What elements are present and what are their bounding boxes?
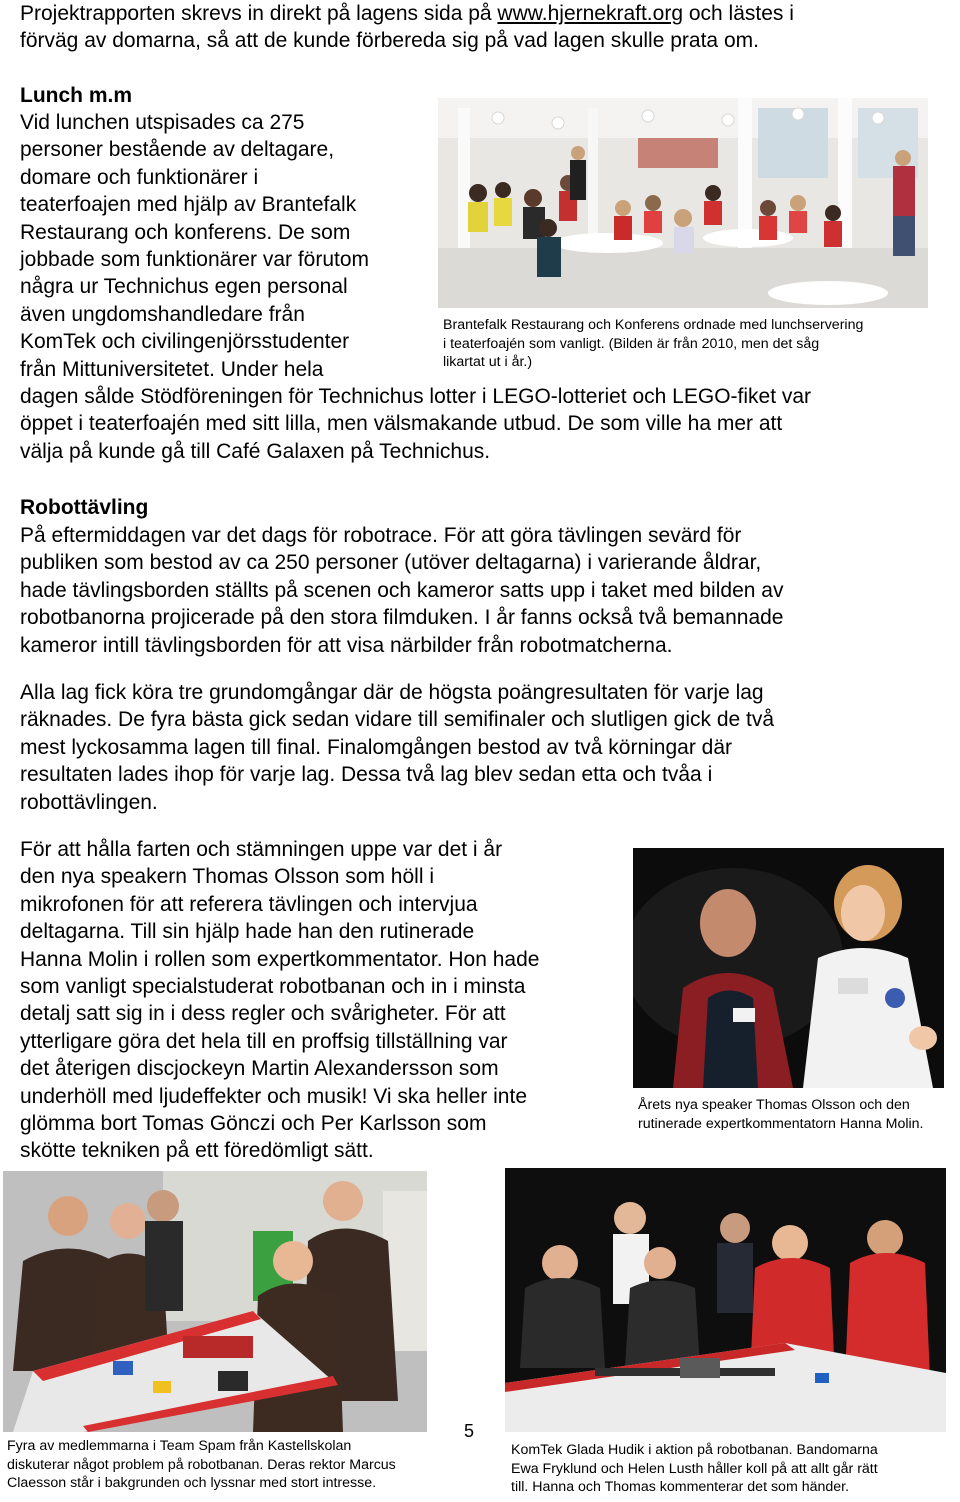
caption-line: Ewa Fryklund och Helen Lusth håller koll på att allt går rätt — [511, 1460, 878, 1477]
hjernekraft-link[interactable]: www.hjernekraft.org — [497, 2, 683, 25]
text-line: den nya speakern Thomas Olsson som höll i — [20, 865, 434, 889]
team-spam-photo-caption — [7, 1437, 396, 1493]
text-line: Restaurang och konferens. De som — [20, 220, 351, 244]
text-line: hade tävlingsborden ställts på scenen och kameror satts upp i taket med bilden av — [20, 578, 784, 602]
text-line: personer bestående av deltagare, — [20, 138, 335, 162]
intro-paragraph — [20, 0, 794, 55]
restaurant-photo — [438, 98, 928, 308]
text-line: På eftermiddagen var det dags för robotrace. För att göra tävlingen sevärd för — [20, 524, 742, 547]
text-line: publiken som bestod av ca 250 personer (utöver deltagarna) i varierande åldrar, — [20, 551, 762, 575]
text-line: Alla lag fick köra tre grundomgångar där de högsta poängresultaten för varje lag — [20, 681, 764, 704]
text-line: detalj satt sig in i dess regler och svårigheter. För att — [20, 1002, 506, 1026]
komtek-photo — [505, 1168, 946, 1432]
text-line: För att hålla farten och stämningen uppe var det i år — [20, 838, 503, 861]
lunch-paragraph-narrow — [20, 109, 369, 383]
intro-line-2: förväg av domarna, så att de kunde förbereda sig på vad lagen skulle prata om. — [20, 29, 759, 53]
text-line: räknades. De fyra bästa gick sedan vidare till semifinaler och slutligen gick de två — [20, 708, 775, 732]
text-line: från Mittuniversitetet. Under hela — [20, 357, 324, 381]
text-line: några ur Technichus egen personal — [20, 275, 348, 299]
text-line: KomTek och civilingenjörsstudenter — [20, 330, 350, 354]
speaker-photo-caption — [638, 1096, 923, 1130]
lunch-heading: Lunch m.m — [20, 84, 133, 107]
text-line: ytterligare göra det hela till en proffsig tillställning var — [20, 1029, 508, 1053]
caption-line: Fyra av medlemmarna i Team Spam från Kastellskolan — [7, 1438, 352, 1454]
text-line: robotbanorna projicerade på den stora filmduken. I år fanns också två bemannade — [20, 606, 784, 630]
robot-paragraph-3 — [20, 836, 539, 1165]
text-line: Hanna Molin i rollen som expertkommentator. Hon hade — [20, 947, 540, 971]
robot-heading: Robottävling — [20, 496, 149, 519]
robot-paragraph-1 — [20, 522, 783, 659]
text-line: Vid lunchen utspisades ca 275 — [20, 111, 305, 134]
text-line: glömma bort Tomas Gönczi och Per Karlsson som — [20, 1112, 487, 1136]
text-line: kameror intill tävlingsborden för att visa närbilder från robotmatcherna. — [20, 633, 673, 657]
page-number: 5 — [464, 1421, 475, 1441]
speaker-photo — [633, 848, 944, 1088]
team-spam-photo — [3, 1171, 427, 1432]
text-line: det återigen discjockeyn Martin Alexandersson som — [20, 1057, 499, 1081]
text-line: mest lyckosamma lagen till final. Finalomgången bestod av två körningar där — [20, 735, 733, 759]
text-line: domare och funktionärer i — [20, 165, 259, 189]
text-line: dagen sålde Stödföreningen för Technichus lotter i LEGO-lotteriet och LEGO-fiket var — [20, 385, 812, 408]
text-line: resultaten lades ihop för varje lag. Dessa två lag blev sedan etta och tvåa i — [20, 763, 713, 787]
caption-line: Claesson står i bakgrunden och lyssnar med stort intresse. — [7, 1475, 377, 1492]
caption-line: diskuterar något problem på robotbanan. Deras rektor Marcus — [7, 1456, 396, 1473]
caption-line: likartat ut i år.) — [443, 354, 533, 371]
text-line: även ungdomshandledare från — [20, 302, 305, 326]
text-line: öppet i teaterfoajén med sitt lilla, men välsmakande utbud. De som ville ha mer att — [20, 412, 783, 436]
caption-line: rutinerade expertkommentatorn Hanna Molin. — [638, 1115, 924, 1130]
text-line: skötte tekniken på ett föredömligt sätt. — [20, 1139, 374, 1163]
caption-line: Årets nya speaker Thomas Olsson och den — [638, 1097, 910, 1113]
text-line: jobbade som funktionärer var förutom — [20, 248, 370, 272]
text-line: mikrofonen för att referera tävlingen och intervjua — [20, 892, 478, 916]
text-line: deltagarna. Till sin hjälp hade han den rutinerade — [20, 920, 475, 944]
komtek-photo-caption — [511, 1441, 878, 1497]
text-line: välja på kunde gå till Café Galaxen på Technichus. — [20, 439, 491, 463]
caption-line: Brantefalk Restaurang och Konferens ordnade med lunchservering — [443, 317, 864, 333]
text-line: teaterfoajen med hjälp av Brantefalk — [20, 193, 357, 217]
text-line: underhöll med ljudeffekter och musik! Vi ska heller inte — [20, 1084, 527, 1108]
lunch-paragraph-wide — [20, 383, 811, 465]
text-line: som vanligt specialstuderat robotbanan och in i minsta — [20, 975, 526, 999]
caption-line: till. Hanna och Thomas kommenterar det som händer. — [511, 1479, 850, 1496]
text-line: robottävlingen. — [20, 790, 158, 814]
intro-line-1: Projektrapporten skrevs in direkt på lagens sida på www.hjernekraft.org och lästes i — [20, 2, 794, 25]
caption-line: i teaterfoajén som vanligt. (Bilden är från 2010, men det såg — [443, 335, 820, 352]
restaurant-photo-caption — [443, 316, 863, 372]
caption-line: KomTek Glada Hudik i aktion på robotbanan. Bandomarna — [511, 1442, 878, 1458]
robot-paragraph-2 — [20, 679, 774, 816]
